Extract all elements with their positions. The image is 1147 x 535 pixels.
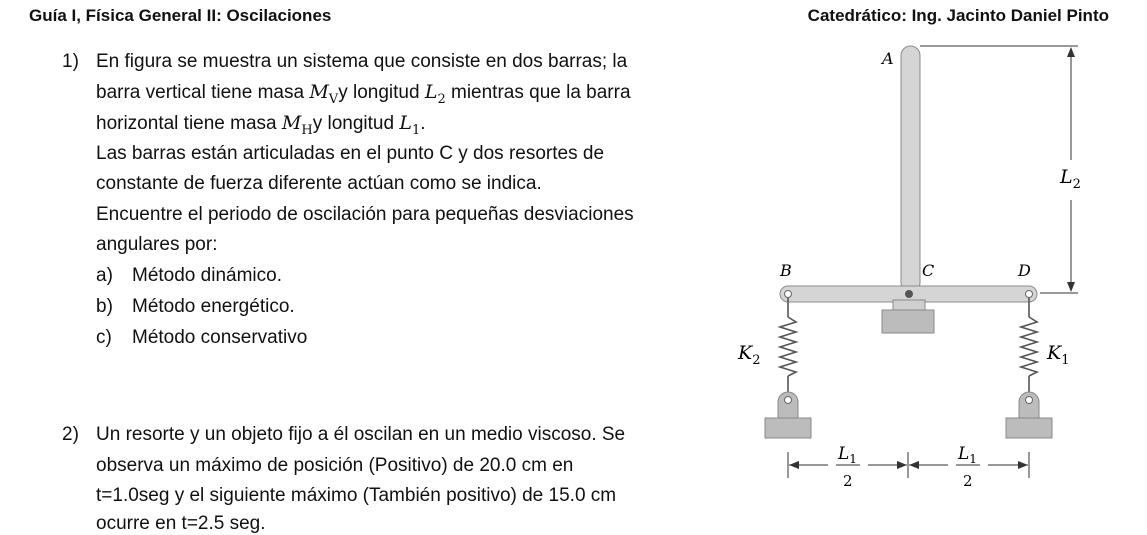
page-header-left: Guía I, Física General II: Oscilaciones [29, 6, 332, 25]
left-spring-top-eye [785, 291, 792, 298]
label-c: C [922, 261, 935, 280]
right-spring-top-eye [1026, 291, 1033, 298]
q2-line-1: Un resorte y un objeto fijo a él oscilan en un medio viscoso. Se [96, 424, 626, 445]
vertical-bar [901, 46, 920, 292]
pivot-support-block [882, 310, 934, 333]
l2-arrow-up-icon [1067, 47, 1075, 57]
q2-line-3: t=1.0seg y el siguiente máximo (También positivo) de 15.0 cm [96, 485, 617, 506]
frac-left-denominator: 2 [843, 472, 853, 490]
q1-line-6: Encuentre el periodo de oscilación para pequeñas desviaciones [96, 204, 634, 225]
q1-item-a: a) Método dinámico. [96, 265, 282, 286]
label-b: B [780, 261, 792, 280]
right-ground-block [1006, 418, 1052, 438]
q1-line-7: angulares por: [96, 234, 218, 255]
dim-arrow-center-right-icon [909, 461, 919, 469]
label-k1: $K_1$ [1047, 342, 1070, 368]
left-spring-bottom-eye [785, 397, 792, 404]
label-d: D [1018, 261, 1031, 280]
right-spring-anchor-bracket [1019, 392, 1039, 418]
q1-item-b: b) Método energético. [96, 296, 295, 317]
q2-line-4: ocurre en t=2.5 seg. [96, 513, 266, 534]
pivot-bracket [893, 300, 925, 310]
dim-arrow-left-icon [789, 461, 799, 469]
right-spring-bottom-eye [1026, 397, 1033, 404]
q1-line-4: Las barras están articuladas en el punto C y dos resortes de [96, 143, 605, 164]
left-spring-coil [780, 317, 796, 376]
label-l2: $L_2$ [1060, 166, 1081, 192]
label-k2: $K_2$ [738, 342, 761, 368]
pivot-c-icon [905, 290, 913, 298]
q1-line-2: barra vertical tiene masa $M_Vy$ longitud $L_2$ mientras que la barra [96, 81, 631, 107]
frac-left-numerator: $L_1$ [838, 444, 857, 466]
question-1-number: 1) [62, 51, 79, 72]
bar-spring-figure [720, 36, 1130, 526]
q1-line-1: En figura se muestra un sistema que consiste en dos barras; la [96, 51, 628, 72]
l2-arrow-down-icon [1067, 282, 1075, 292]
q2-line-2: observa un máximo de posición (Positivo) de 20.0 cm en [96, 455, 574, 476]
q1-item-c: c) Método conservativo [96, 327, 308, 348]
left-ground-block [765, 418, 811, 438]
q1-line-5: constante de fuerza diferente actúan como se indica. [96, 173, 542, 194]
frac-right-numerator: $L_1$ [958, 444, 977, 466]
page-header-right: Catedrático: Ing. Jacinto Daniel Pinto [807, 6, 1109, 25]
question-2-number: 2) [62, 424, 79, 445]
q1-line-3: horizontal tiene masa $M_Hy$ longitud $L_1$. [96, 112, 426, 138]
label-a: A [882, 49, 894, 68]
right-spring-coil [1021, 317, 1037, 376]
frac-right-denominator: 2 [963, 472, 973, 490]
dim-arrow-center-left-icon [897, 461, 907, 469]
dim-arrow-right-icon [1018, 461, 1028, 469]
left-spring-anchor-bracket [778, 392, 798, 418]
